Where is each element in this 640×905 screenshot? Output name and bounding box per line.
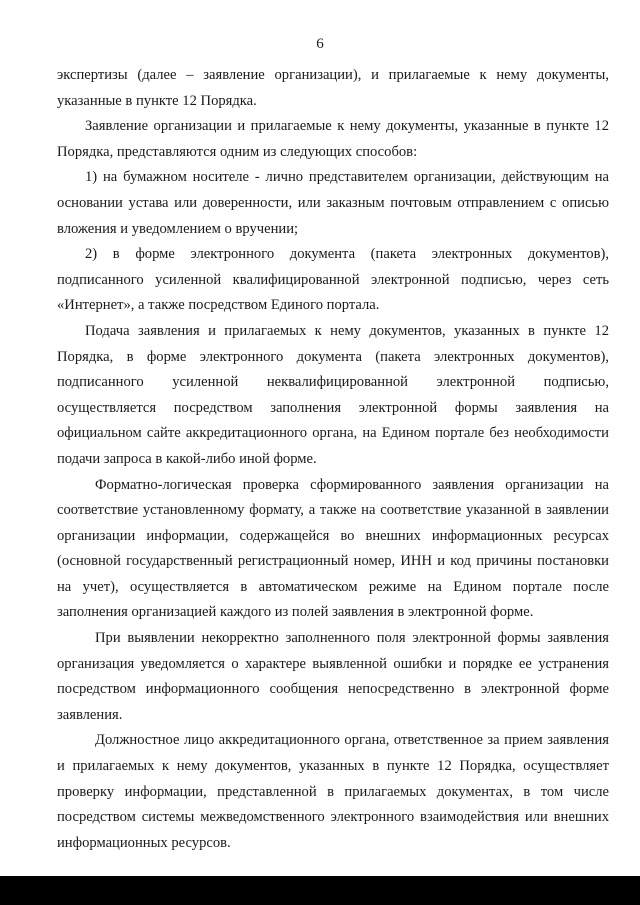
page-number: 6 <box>316 36 324 52</box>
paragraph: Подача заявления и прилагаемых к нему документов, указанных в пункте 12 Порядка, в форме электронного документа (пакета электронных документов), подписанного усиленной неквалифицированной электронной подписью, осуществляется посредством заполнения электронной формы заявления на официальном сайте аккредитационного органа, на Едином портале без необходимости подачи запроса в какой-либо иной форме. <box>57 322 609 467</box>
paragraph-continuation: экспертизы (далее – заявление организации), и прилагаемые к нему документы, указанные в пункте 12 Порядка. <box>57 67 609 109</box>
paragraph: При выявлении некорректно заполненного поля электронной формы заявления организация уведомляется о характере выявленной ошибки и порядке ее устранения посредством информационного сообщения непосредственно в электронной форме заявления. <box>57 630 609 723</box>
list-item-electronic: 2) в форме электронного документа (пакета электронных документов), подписанного усиленной квалифицированной электронной подписью, через сеть «Интернет», а также посредством Единого портала. <box>57 246 609 314</box>
paragraph: Форматно-логическая проверка сформированного заявления организации на соответствие установленному формату, а также на соответствие указанной в заявлении организации информации, содержащейся во внешних информационных ресурсах (основной государственный регистрационный номер, ИНН и код причины постановки на учет), осуществляется в автоматическом режиме на Едином портале после заполнения организацией каждого из полей заявления в электронной форме. <box>57 476 609 621</box>
scan-bottom-border <box>0 876 640 905</box>
document-body <box>57 63 609 856</box>
paragraph: Заявление организации и прилагаемые к нему документы, указанные в пункте 12 Порядка, представляются одним из следующих способов: <box>57 118 609 160</box>
list-item-paper: 1) на бумажном носителе - лично представителем организации, действующим на основании устава или доверенности, или заказным почтовым отправлением с описью вложения и уведомлением о вручении; <box>57 169 609 237</box>
paragraph: Должностное лицо аккредитационного органа, ответственное за прием заявления и прилагаемых к нему документов, указанных в пункте 12 Порядка, осуществляет проверку информации, представленной в прилагаемых документах, в том числе посредством системы межведомственного электронного взаимодействия или внешних информационных ресурсов. <box>57 732 609 851</box>
